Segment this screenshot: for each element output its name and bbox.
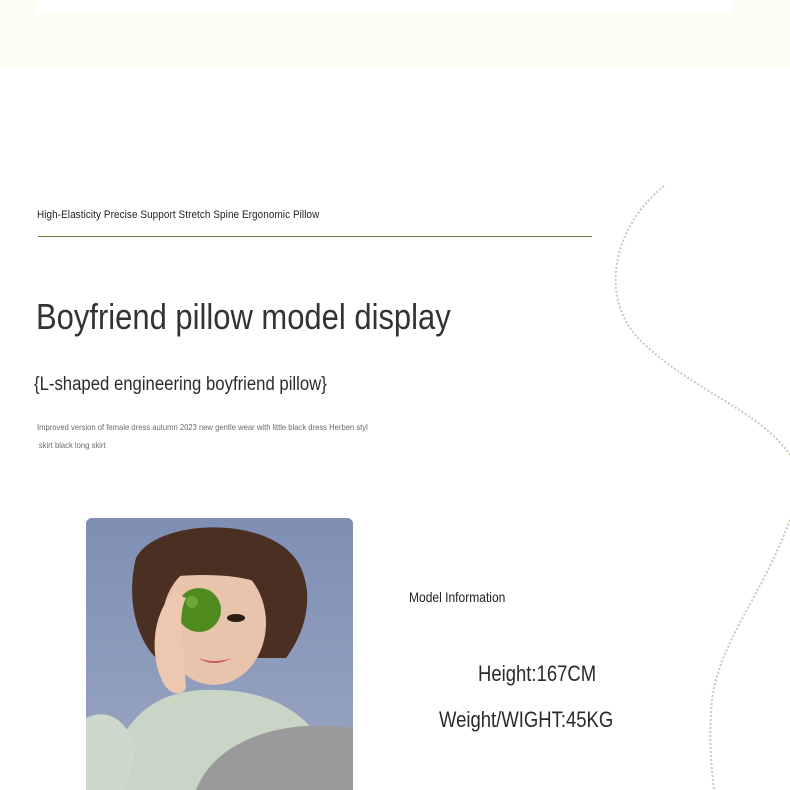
product-subtitle: High-Elasticity Precise Support Stretch Spine Ergonomic Pillow (37, 209, 320, 221)
page-title: Boyfriend pillow model display (36, 296, 451, 337)
title-divider (38, 236, 592, 237)
product-description (37, 418, 406, 454)
model-weight: Weight/WIGHT:45KG (439, 707, 614, 732)
model-photo (86, 518, 353, 790)
decorative-curve-upper (616, 186, 790, 455)
model-photo-illustration (86, 518, 353, 790)
description-line-1: Improved version of female dress autumn 2023 new gentle wear with little black dress Herben styl (37, 422, 368, 432)
top-banner-strip (35, 0, 733, 14)
description-line-2: skirt black long skirt (38, 440, 106, 450)
top-banner-band (0, 0, 790, 68)
decorative-curve-lower (710, 520, 790, 790)
model-information-label: Model Information (409, 589, 506, 605)
model-height: Height:167CM (478, 661, 597, 686)
product-type-heading: {L-shaped engineering boyfriend pillow} (34, 374, 327, 395)
